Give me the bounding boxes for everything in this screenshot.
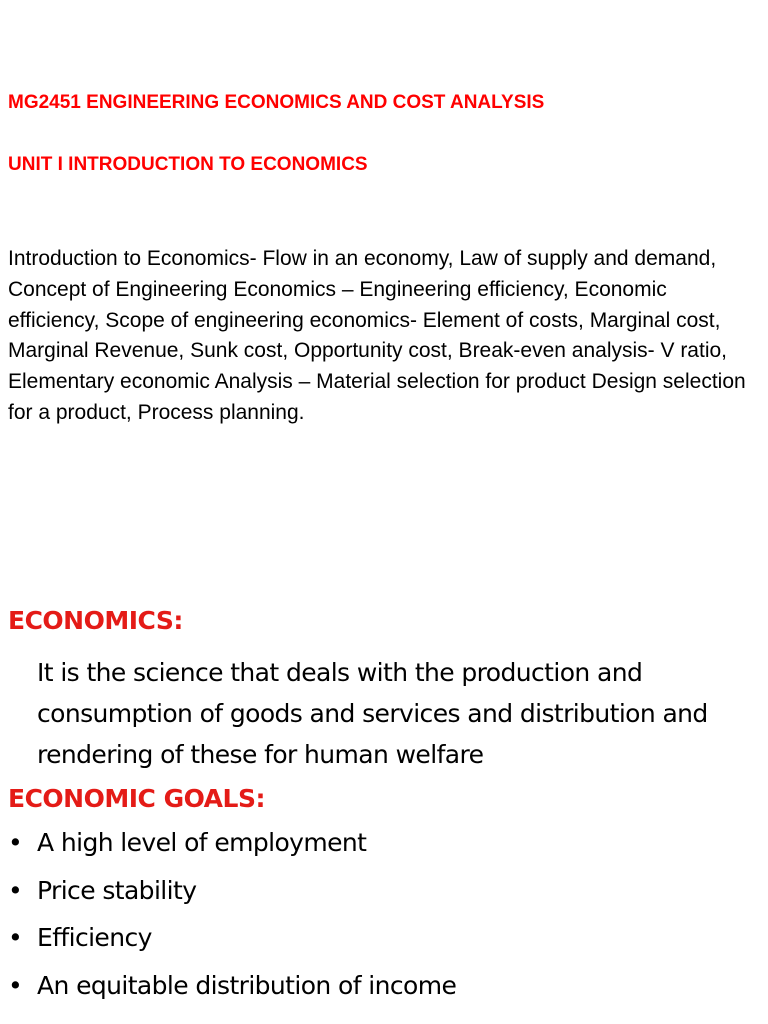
- goal-item-label: An equitable distribution of income: [37, 970, 457, 1000]
- economic-goals-heading: ECONOMIC GOALS:: [8, 784, 265, 813]
- course-title: MG2451 ENGINEERING ECONOMICS AND COST ANALYSIS: [8, 92, 545, 113]
- goal-item-label: Price stability: [37, 875, 197, 905]
- unit-title: UNIT I INTRODUCTION TO ECONOMICS: [8, 154, 368, 175]
- economics-definition: It is the science that deals with the production and consumption of goods and services and distribution and rendering of these for human welfare: [37, 658, 708, 769]
- bullet-icon: •: [8, 828, 23, 857]
- economics-heading: ECONOMICS:: [8, 606, 183, 635]
- bullet-icon: •: [8, 923, 23, 952]
- bullet-icon: •: [8, 875, 23, 905]
- syllabus-paragraph: Introduction to Economics- Flow in an economy, Law of supply and demand, Concept of Engineering Economics – Engineering efficiency, Economic efficiency, Scope of engineering economics- Element of costs, Marginal cost, Marginal Revenue, Sunk cost, Opportunity cost, Break-even analysis- V ratio, Elementary economic Analysis – Material selection for product Design selection for a product, Process planning.: [8, 247, 746, 424]
- goal-item-label: A high level of employment: [37, 828, 367, 857]
- goal-item-label: Efficiency: [37, 923, 152, 952]
- bullet-icon: •: [8, 970, 23, 1000]
